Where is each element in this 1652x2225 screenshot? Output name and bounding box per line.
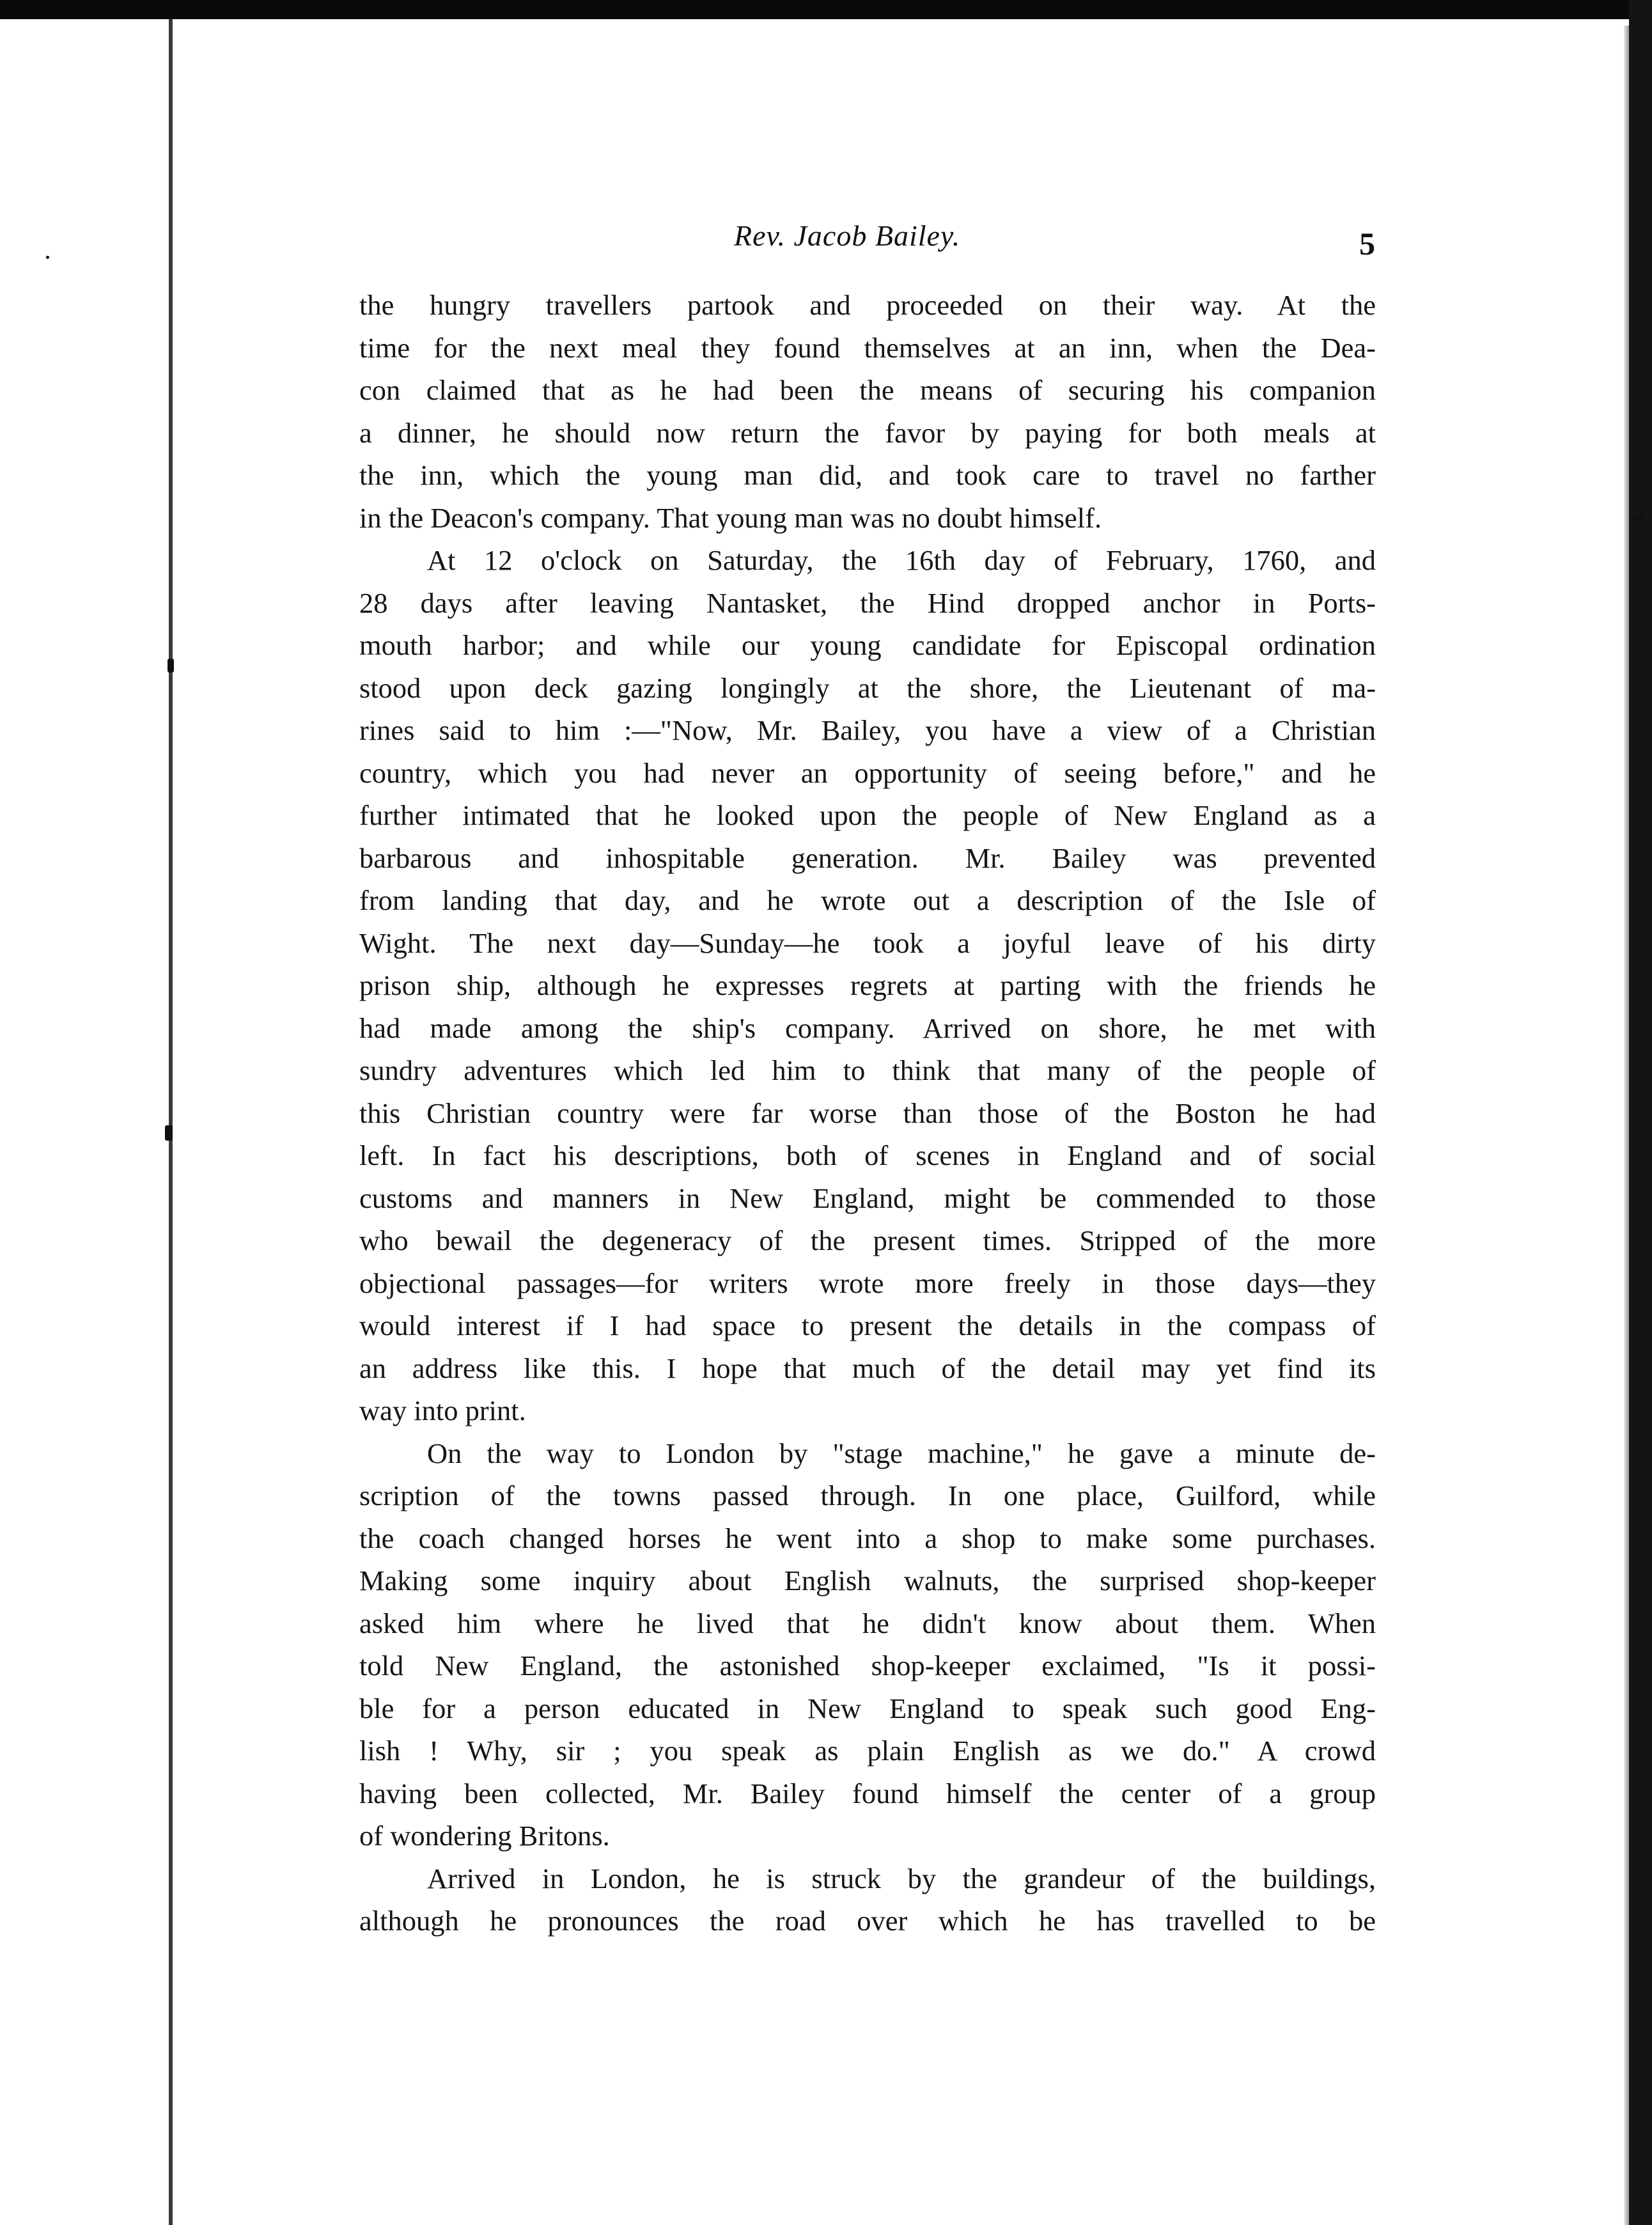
scan-top-border [0, 0, 1652, 19]
dust-speck [46, 256, 49, 259]
text-line: the coach changed horses he went into a shop to make some purchases. [359, 1522, 1376, 1554]
text-line: sundry adventures which led him to think that many of the people of [359, 1054, 1376, 1086]
scan-right-border [1629, 0, 1652, 2225]
body-text [359, 284, 1376, 1942]
text-line: told New England, the astonished shop-keeper exclaimed, "Is it possi- [359, 1650, 1376, 1682]
text-line: At 12 o'clock on Saturday, the 16th day of February, 1760, and [427, 544, 1376, 576]
text-line: stood upon deck gazing longingly at the shore, the Lieutenant of ma- [359, 671, 1376, 704]
text-line: from landing that day, and he wrote out a description of the Isle of [359, 884, 1376, 916]
text-line: having been collected, Mr. Bailey found himself the center of a group [359, 1777, 1376, 1809]
text-line: Wight. The next day—Sunday—he took a joyful leave of his dirty [359, 926, 1376, 959]
text-line: Arrived in London, he is struck by the grandeur of the buildings, [427, 1862, 1376, 1894]
text-line: rines said to him :—"Now, Mr. Bailey, you have a view of a Christian [359, 714, 1376, 746]
running-head: Rev. Jacob Bailey. [734, 219, 961, 252]
paragraph [359, 539, 1376, 1432]
text-line: prison ship, although he expresses regrets at parting with the friends he [359, 969, 1376, 1001]
edge-mark [1634, 515, 1643, 521]
text-line: had made among the ship's company. Arrived on shore, he met with [359, 1011, 1376, 1044]
gutter-mark [168, 659, 174, 673]
text-line: On the way to London by "stage machine," he gave a minute de- [427, 1437, 1376, 1469]
paragraph [359, 284, 1376, 539]
text-line: the inn, which the young man did, and took care to travel no farther [359, 459, 1376, 491]
text-line: ble for a person educated in New England to speak such good Eng- [359, 1692, 1376, 1724]
text-line: way into print. [359, 1394, 526, 1426]
text-line: further intimated that he looked upon the people of New England as a [359, 799, 1376, 831]
text-line: scription of the towns passed through. In one place, Guilford, while [359, 1479, 1376, 1511]
paragraph [359, 1432, 1376, 1857]
gutter-mark [165, 1125, 173, 1141]
text-line: in the Deacon's company. That young man was no doubt himself. [359, 501, 1102, 534]
text-line: an address like this. I hope that much of the detail may yet find its [359, 1352, 1376, 1384]
text-line: although he pronounces the road over which he has travelled to be [359, 1905, 1376, 1937]
text-line: barbarous and inhospitable generation. Mr. Bailey was prevented [359, 841, 1376, 874]
text-line: of wondering Britons. [359, 1820, 610, 1852]
text-line: the hungry travellers partook and proceeded on their way. At the [359, 289, 1376, 321]
text-line: time for the next meal they found themselves at an inn, when the Dea- [359, 331, 1376, 364]
text-line: left. In fact his descriptions, both of scenes in England and of social [359, 1139, 1376, 1171]
text-line: mouth harbor; and while our young candidate for Episcopal ordination [359, 629, 1376, 661]
text-line: asked him where he lived that he didn't know about them. When [359, 1607, 1376, 1639]
text-line: would interest if I had space to present the details in the compass of [359, 1309, 1376, 1341]
text-line: Making some inquiry about English walnuts, the surprised shop-keeper [359, 1565, 1376, 1597]
text-line: lish ! Why, sir ; you speak as plain English as we do." A crowd [359, 1735, 1376, 1767]
text-line: 28 days after leaving Nantasket, the Hind dropped anchor in Ports- [359, 586, 1376, 619]
page-edge-shadow [1624, 26, 1629, 2225]
text-line: customs and manners in New England, might be commended to those [359, 1182, 1376, 1214]
page-number: 5 [1359, 226, 1375, 262]
binding-gutter-line [169, 19, 173, 2225]
text-line: this Christian country were far worse than those of the Boston he had [359, 1097, 1376, 1129]
text-line: a dinner, he should now return the favor by paying for both meals at [359, 416, 1376, 449]
text-line: who bewail the degeneracy of the present times. Stripped of the more [359, 1224, 1376, 1256]
text-line: objectional passages—for writers wrote more freely in those days—they [359, 1267, 1376, 1299]
text-line: country, which you had never an opportunity of seeing before," and he [359, 756, 1376, 789]
paragraph [359, 1857, 1376, 1942]
text-line: con claimed that as he had been the means of securing his companion [359, 374, 1376, 406]
